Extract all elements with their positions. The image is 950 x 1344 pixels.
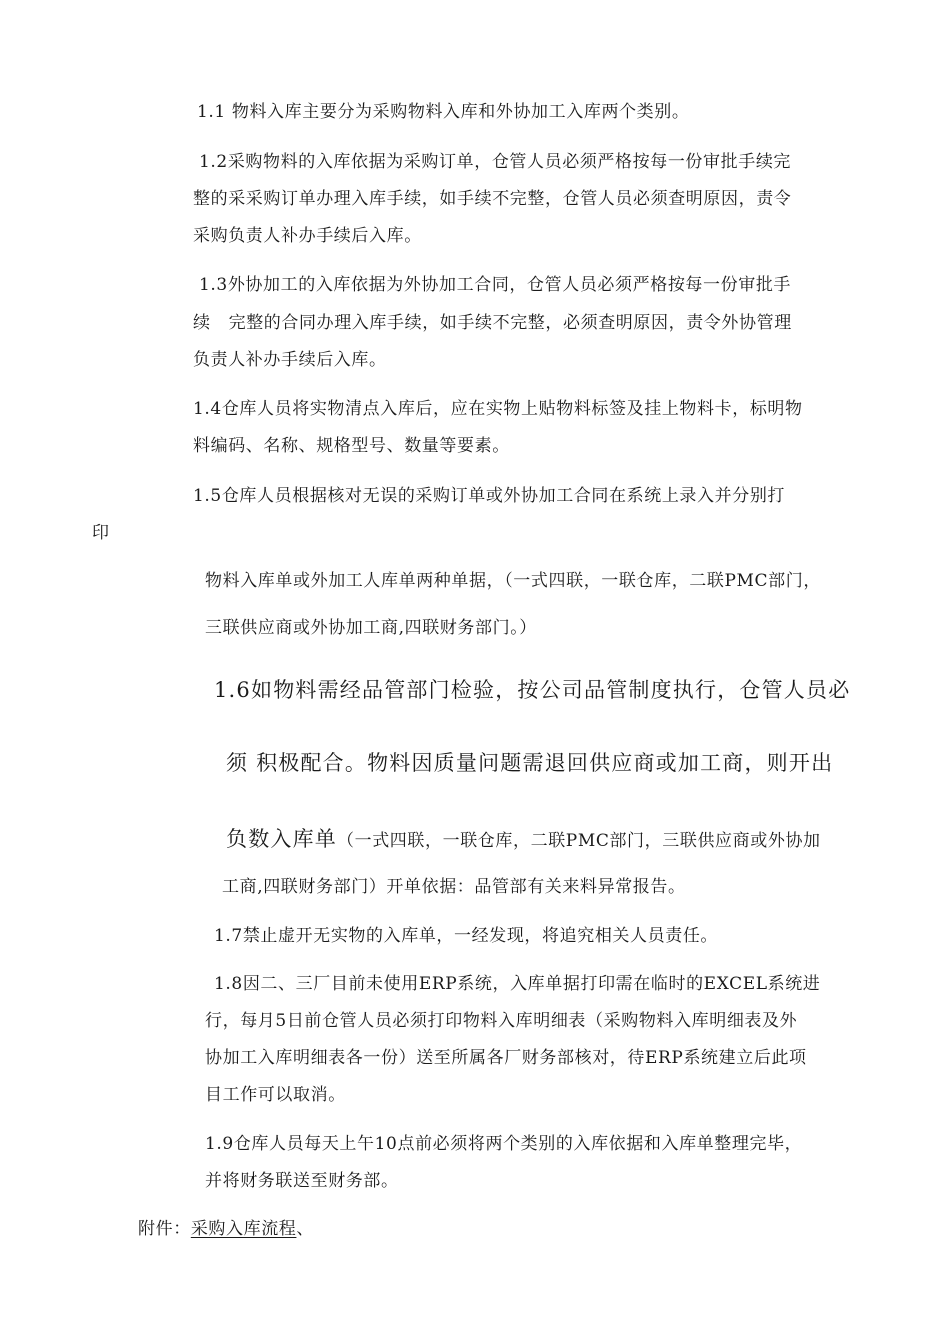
paragraph-1-8-line-3: 协加工入库明细表各一份）送至所属各厂财务部核对，待ERP系统建立后此项	[205, 1048, 807, 1068]
paragraph-1-3-line-1: 1.3外协加工的入库依据为外协加工合同，仓管人员必须严格按每一份审批手	[199, 275, 792, 295]
paragraph-1-6-line-3-lead: 负数入库单	[226, 827, 337, 851]
paragraph-1-2-line-1: 1.2采购物料的入库依据为采购订单，仓管人员必须严格按每一份审批手续完	[199, 152, 792, 172]
paragraph-1-8-line-4: 目工作可以取消。	[205, 1085, 346, 1105]
paragraph-1-6-line-4: 工商,四联财务部门）开单依据：品管部有关来料异常报告。	[222, 877, 686, 897]
paragraph-1-5-line-3: 物料入库单或外加工人库单两种单据，（一式四联，一联仓库，二联PMC部门，	[205, 571, 821, 591]
paragraph-1-1-line-1: 1.1 物料入库主要分为采购物料入库和外协加工入库两个类别。	[197, 102, 690, 122]
paragraph-1-3-line-2: 续 完整的合同办理入库手续，如手续不完整，必须查明原因，责令外协管理	[193, 313, 792, 333]
paragraph-1-6-line-3	[226, 826, 821, 852]
paragraph-1-9-line-1: 1.9仓库人员每天上午10点前必须将两个类别的入库依据和入库单整理完毕，	[205, 1134, 803, 1154]
paragraph-1-4-line-2: 料编码、名称、规格型号、数量等要素。	[193, 436, 510, 456]
paragraph-1-5-line-4: 三联供应商或外协加工商,四联财务部门。）	[205, 618, 537, 638]
paragraph-1-8-line-1: 1.8因二、三厂目前未使用ERP系统，入库单据打印需在临时的EXCEL系统进	[214, 974, 821, 994]
paragraph-1-2-line-3: 采购负责人补办手续后入库。	[193, 226, 422, 246]
attachment-suffix: 、	[296, 1219, 315, 1239]
paragraph-1-2-line-2: 整的采采购订单办理入库手续，如手续不完整，仓管人员必须查明原因，责令	[193, 189, 792, 209]
paragraph-1-6-line-2: 须 积极配合。物料因质量问题需退回供应商或加工商，则开出	[226, 751, 834, 775]
paragraph-1-6-line-3-rest: （一式四联，一联仓库，二联PMC部门，三联供应商或外协加	[337, 831, 821, 851]
paragraph-1-6-line-1: 1.6如物料需经品管部门检验，按公司品管制度执行，仓管人员必	[214, 678, 851, 702]
attachment-label: 附件：	[138, 1219, 191, 1239]
attachment-line	[138, 1218, 314, 1240]
attachment-link-purchase-inbound-flow[interactable]: 采购入库流程	[190, 1219, 297, 1239]
paragraph-1-8-line-2: 行，每月5日前仓管人员必须打印物料入库明细表（采购物料入库明细表及外	[205, 1011, 798, 1031]
paragraph-1-5-line-2: 印	[92, 523, 110, 543]
paragraph-1-4-line-1: 1.4仓库人员将实物清点入库后，应在实物上贴物料标签及挂上物料卡，标明物	[193, 399, 803, 419]
paragraph-1-5-line-1: 1.5仓库人员根据核对无误的采购订单或外协加工合同在系统上录入并分别打	[193, 486, 786, 506]
paragraph-1-7-line-1: 1.7禁止虚开无实物的入库单，一经发现，将追究相关人员责任。	[214, 926, 719, 946]
paragraph-1-9-line-2: 并将财务联送至财务部。	[205, 1171, 399, 1191]
paragraph-1-3-line-3: 负责人补办手续后入库。	[193, 350, 387, 370]
